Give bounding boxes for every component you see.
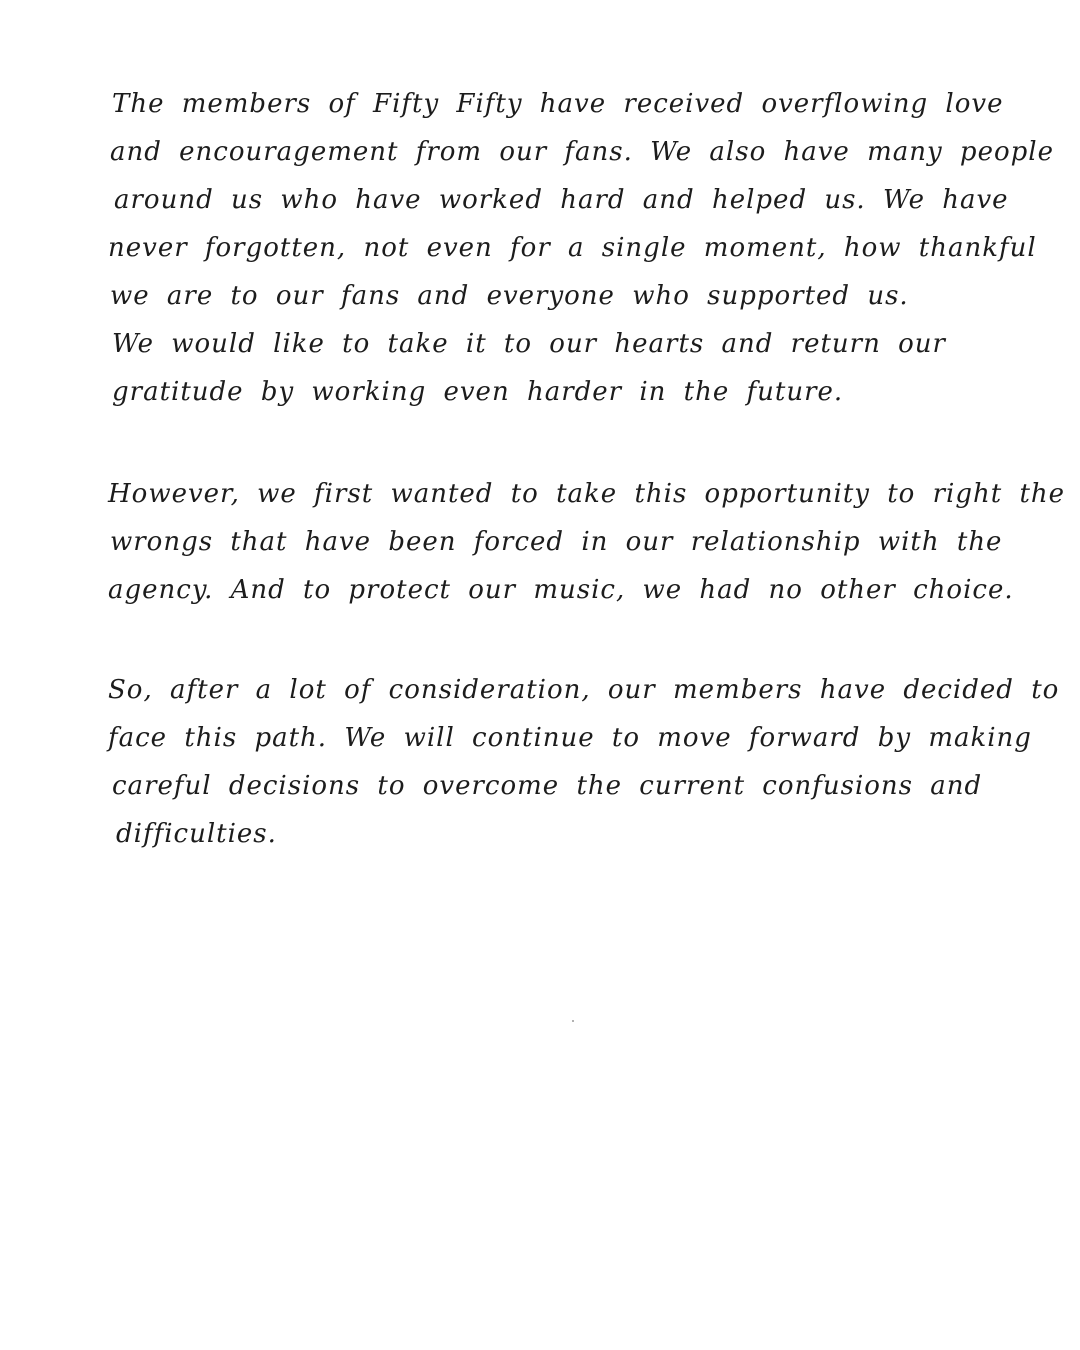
letter-line: So, after a lot of consideration, our members have decided to: [108, 675, 1060, 705]
letter-paragraph-1: [108, 80, 1054, 416]
letter-line: We would like to take it to our hearts and return our: [112, 329, 946, 359]
letter-line: gratitude by working even harder in the future.: [112, 377, 844, 407]
letter-line: we are to our fans and everyone who supported us.: [110, 281, 909, 311]
letter-line: The members of Fifty Fifty have received overflowing love: [112, 89, 1004, 119]
letter-line: However, we first wanted to take this opportunity to right the: [108, 479, 1066, 509]
letter-line: agency. And to protect our music, we had no other choice.: [108, 575, 1014, 605]
letter-body: [108, 80, 1066, 858]
letter-line: wrongs that have been forced in our relationship with the: [110, 527, 1003, 557]
letter-line: around us who have worked hard and helped us. We have: [114, 185, 1009, 215]
letter-line: careful decisions to overcome the current confusions and: [112, 771, 983, 801]
letter-paragraph-3: [108, 666, 1060, 858]
letter-line: difficulties.: [116, 819, 277, 849]
letter-line: and encouragement from our fans. We also have many people: [110, 137, 1054, 167]
letter-paragraph-2: [108, 470, 1066, 614]
paper-speck: [572, 1020, 574, 1022]
letter-line: face this path. We will continue to move forward by making: [108, 723, 1032, 753]
letter-line: never forgotten, not even for a single moment, how thankful: [108, 233, 1037, 263]
